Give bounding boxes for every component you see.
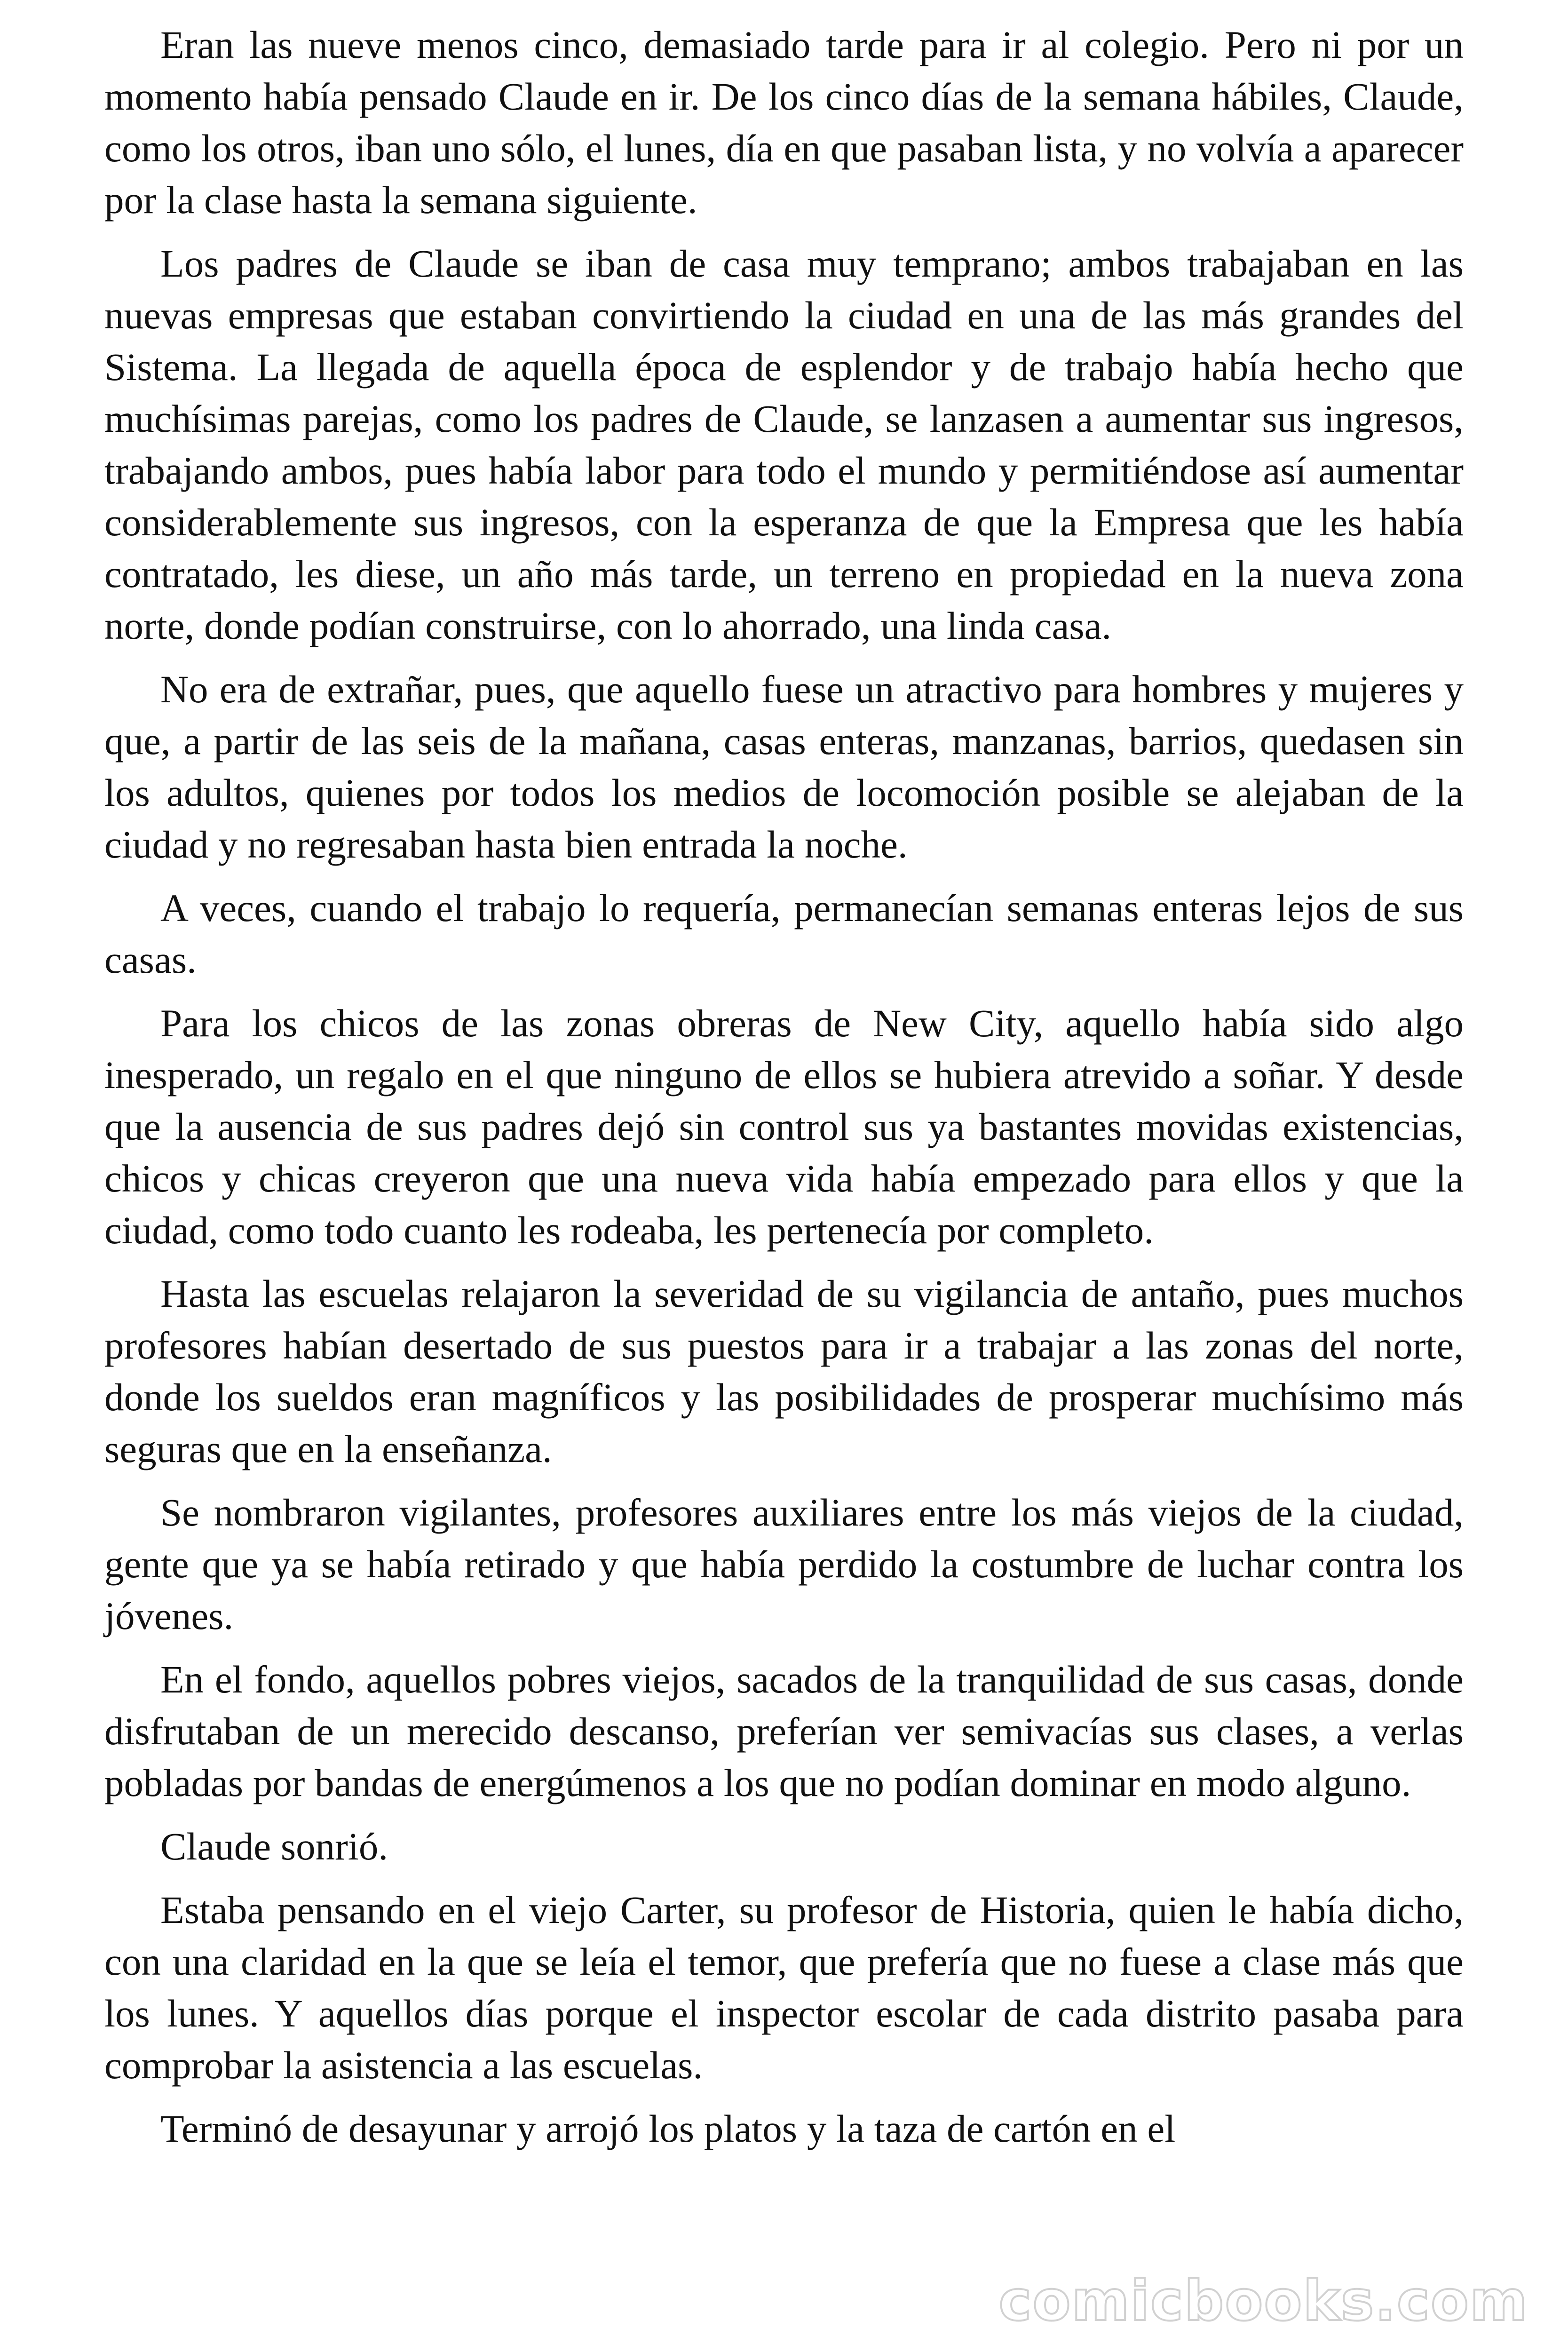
paragraph-9: Claude sonrió. <box>160 1825 388 1868</box>
paragraph-8: En el fondo, aquellos pobres viejos, sacados de la tranquilidad de sus casas, donde disfrutaban de un merecido descanso, preferían ver semivacías sus clases, a verlas pobladas por bandas de energúmenos a los que no podían dominar en modo alguno. <box>104 1658 1464 1804</box>
watermark: comicbooks.com <box>998 2268 1528 2333</box>
paragraph-1: Eran las nueve menos cinco, demasiado tarde para ir al colegio. Pero ni por un momento había pensado Claude en ir. De los cinco días de la semana hábiles, Claude, como los otros, iban uno sólo, el lunes, día en que pasaban lista, y no volvía a aparecer por la clase hasta la semana siguiente. <box>104 23 1464 222</box>
document-page <box>104 19 1464 2166</box>
paragraph-6: Hasta las escuelas relajaron la severidad de su vigilancia de antaño, pues muchos profesores habían desertado de sus puestos para ir a trabajar a las zonas del norte, donde los sueldos eran magníficos y las posibilidades de prosperar muchísimo más seguras que en la enseñanza. <box>104 1272 1464 1470</box>
paragraph-11: Terminó de desayunar y arrojó los platos y la taza de cartón en el <box>160 2107 1176 2150</box>
paragraph-7: Se nombraron vigilantes, profesores auxiliares entre los más viejos de la ciudad, gente que ya se había retirado y que había perdido la costumbre de luchar contra los jóvenes. <box>104 1491 1464 1637</box>
paragraph-3: No era de extrañar, pues, que aquello fuese un atractivo para hombres y mujeres y que, a partir de las seis de la mañana, casas enteras, manzanas, barrios, quedasen sin los adultos, quienes por todos los medios de locomoción posible se alejaban de la ciudad y no regresaban hasta bien entrada la noche. <box>104 667 1464 866</box>
paragraph-5: Para los chicos de las zonas obreras de New City, aquello había sido algo inesperado, un regalo en el que ninguno de ellos se hubiera atrevido a soñar. Y desde que la ausencia de sus padres dejó sin control sus ya bastantes movidas existencias, chicos y chicas creyeron que una nueva vida había empezado para ellos y que la ciudad, como todo cuanto les rodeaba, les pertenecía por completo. <box>104 1001 1464 1252</box>
paragraph-10: Estaba pensando en el viejo Carter, su profesor de Historia, quien le había dicho, con una claridad en la que se leía el temor, que prefería que no fuese a clase más que los lunes. Y aquellos días porque el inspector escolar de cada distrito pasaba para comprobar la asistencia a las escuelas. <box>104 1888 1464 2087</box>
paragraph-4: A veces, cuando el trabajo lo requería, permanecían semanas enteras lejos de sus casas. <box>104 886 1464 981</box>
paragraph-2: Los padres de Claude se iban de casa muy temprano; ambos trabajaban en las nuevas empresas que estaban convirtiendo la ciudad en una de las más grandes del Sistema. La llegada de aquella época de esplendor y de trabajo había hecho que muchísimas parejas, como los padres de Claude, se lanzasen a aumentar sus ingresos, trabajando ambos, pues había labor para todo el mundo y permitiéndose así aumentar considerablemente sus ingresos, con la esperanza de que la Empresa que les había contratado, les diese, un año más tarde, un terreno en propiedad en la nueva zona norte, donde podían construirse, con lo ahorrado, una linda casa. <box>104 242 1464 647</box>
